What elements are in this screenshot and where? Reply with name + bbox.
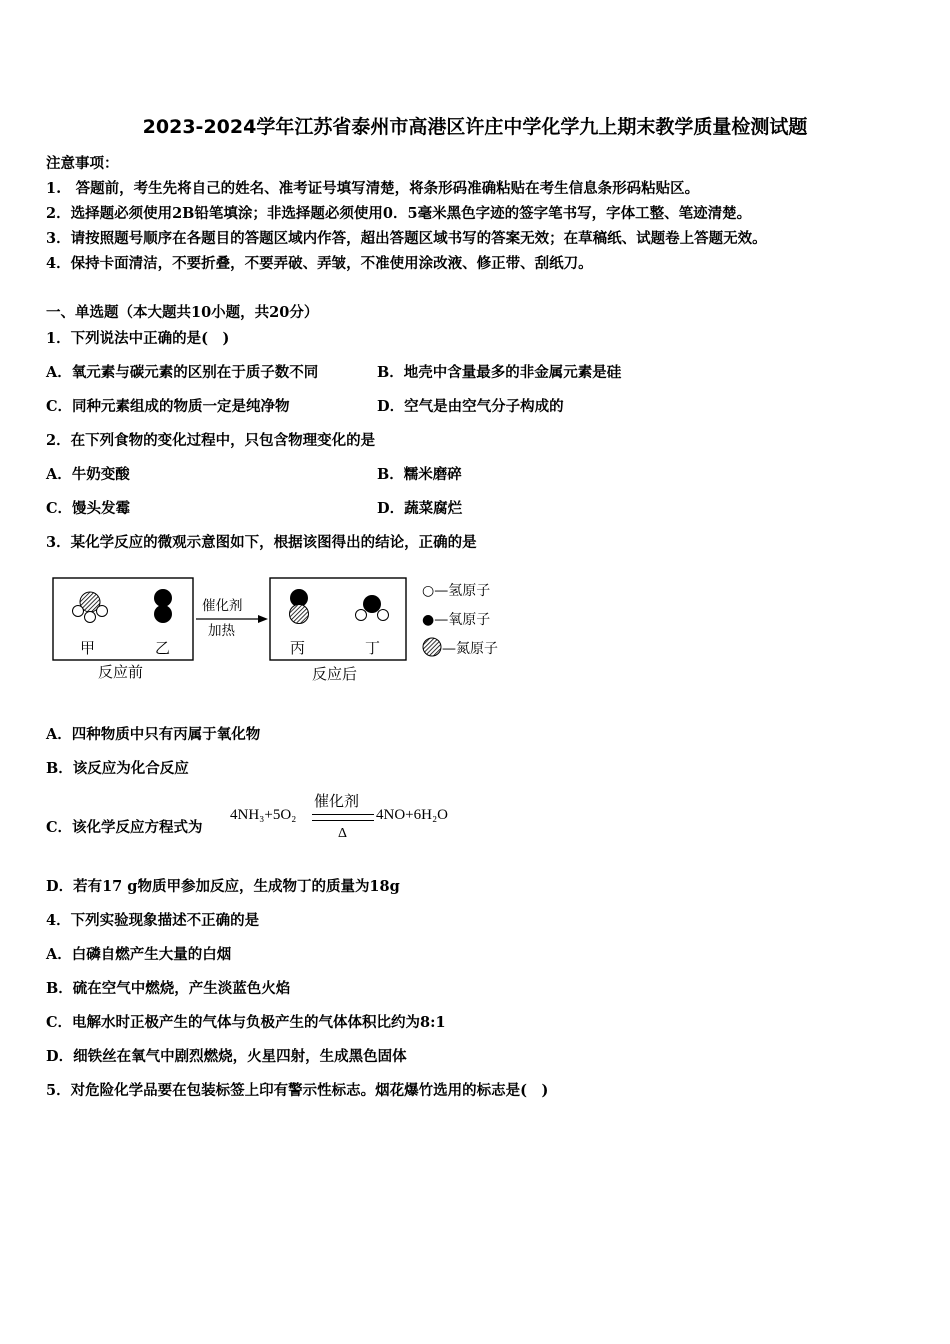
label-after: 反应后 [312,665,358,683]
q3-option-c-label: C．该化学反应方程式为 [46,819,203,836]
notice-heading: 注意事项： [46,155,119,172]
q3-stem: 3．某化学反应的微观示意图如下，根据该图得出的结论，正确的是 [46,534,477,551]
equation-equals-sign [312,814,374,821]
q4-option-c: C．电解水时正极产生的气体与负极产生的气体体积比约为8:1 [46,1014,446,1031]
page-title: 2023-2024学年江苏省泰州市高港区许庄中学化学九上期末教学质量检测试题 [142,116,808,138]
q3-option-c [46,790,526,846]
notice-item-3: 3．请按照题号顺序在各题目的答题区域内作答，超出答题区域书写的答案无效；在草稿纸、试题卷上答题无效。 [46,230,767,247]
q2-option-b: B．糯米磨碎 [377,466,462,483]
q2-option-c: C．馒头发霉 [46,500,131,517]
q3-option-d: D．若有17 g物质甲参加反应，生成物丁的质量为18g [46,878,400,895]
q1-option-a: A．氧元素与碳元素的区别在于质子数不同 [46,364,319,381]
q3-option-a: A．四种物质中只有丙属于氧化物 [46,726,261,743]
q4-option-d: D．细铁丝在氧气中剧烈燃烧，火星四射，生成黑色固体 [46,1048,407,1065]
q1-stem: 1．下列说法中正确的是( ) [46,330,230,347]
q1-option-b: B．地壳中含量最多的非金属元素是硅 [377,364,622,381]
notice-item-4: 4．保持卡面清洁，不要折叠，不要弄破、弄皱，不准使用涂改液、修正带、刮纸刀。 [46,255,593,272]
equation-heat-symbol: Δ [338,826,348,841]
q1-option-c: C．同种元素组成的物质一定是纯净物 [46,398,290,415]
molecule-yi [154,589,172,623]
q1-option-d: D．空气是由空气分子构成的 [377,398,564,415]
q4-stem: 4．下列实验现象描述不正确的是 [46,912,260,929]
label-yi: 乙 [155,639,171,657]
q2-stem: 2．在下列食物的变化过程中，只包含物理变化的是 [46,432,376,449]
legend-nitrogen-icon [423,638,441,656]
arrow-condition-bottom: 加热 [208,623,235,639]
before-box [53,578,193,660]
section-heading: 一、单选题（本大题共10小题，共20分） [46,304,319,321]
equation-reactants: 4NH₃+5O₂ [230,807,297,823]
molecule-jia [73,592,108,623]
arrow-condition-top: 催化剂 [202,598,243,614]
molecule-ding [356,595,389,621]
label-jia: 甲 [80,639,96,657]
label-before: 反应前 [98,663,144,681]
q4-option-b: B．硫在空气中燃烧，产生淡蓝色火焰 [46,980,291,997]
q5-stem: 5．对危险化学品要在包装标签上印有警示性标志。烟花爆竹选用的标志是( ) [46,1082,549,1099]
equation-products: 4NO+6H₂O [376,807,449,823]
legend-nitrogen: —氮原子 [442,641,498,657]
legend-hydrogen: ○—氢原子 [422,583,491,599]
equation-catalyst: 催化剂 [314,792,360,810]
label-ding: 丁 [365,639,381,657]
q3-option-b: B．该反应为化合反应 [46,760,189,777]
q2-option-d: D．蔬菜腐烂 [377,500,463,517]
notice-item-2: 2．选择题必须使用2B铅笔填涂；非选择题必须使用0．5毫米黑色字迹的签字笔书写，字体工整、笔迹清楚。 [46,205,752,222]
q2-option-a: A．牛奶变酸 [46,466,130,483]
notice-item-1: 1. 答题前，考生先将自己的姓名、准考证号填写清楚，将条形码准确粘贴在考生信息条形码粘贴区。 [46,180,700,197]
label-bing: 丙 [290,639,306,657]
reaction-diagram [50,572,540,687]
legend-oxygen: ●—氧原子 [422,612,491,628]
q4-option-a: A．白磷自燃产生大量的白烟 [46,946,232,963]
arrow-head [258,615,268,623]
molecule-bing [290,589,309,624]
